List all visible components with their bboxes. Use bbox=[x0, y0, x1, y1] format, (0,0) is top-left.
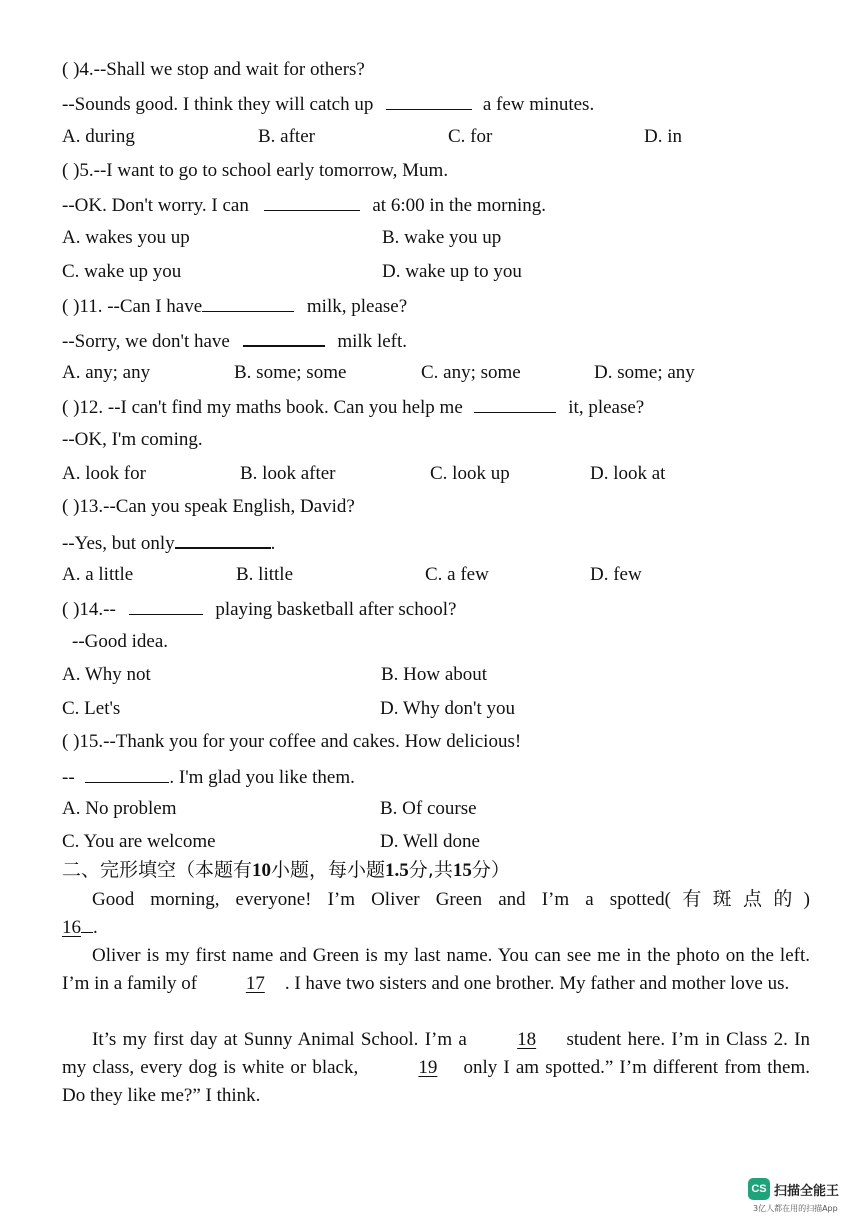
q4-reply bbox=[62, 91, 594, 117]
q5-option-c: C. wake up you bbox=[62, 261, 182, 282]
q12-answer-blank[interactable] bbox=[474, 394, 556, 413]
q5-answer-blank[interactable] bbox=[264, 192, 360, 211]
q15-answer-blank[interactable] bbox=[85, 764, 169, 783]
q4-reply-text-a: --Sounds good. I think they will catch up bbox=[62, 94, 374, 115]
passage-paragraph-1-line: Good morning, everyone! I’m Oliver Green and I’m a spotted(有斑点的) bbox=[92, 889, 810, 910]
q5-reply-text-b: at 6:00 in the morning. bbox=[372, 195, 546, 216]
q14-option-a: A. Why not bbox=[62, 664, 151, 685]
q13-reply-text-b: . bbox=[270, 533, 276, 554]
q4-option-c: C. for bbox=[448, 126, 493, 147]
q5-reply bbox=[62, 192, 546, 218]
q12-reply: --OK, I'm coming. bbox=[62, 429, 203, 450]
q12-option-a: A. look for bbox=[62, 463, 146, 484]
q13-stem: ( )13.--Can you speak English, David? bbox=[62, 496, 355, 517]
q5-option-d: D. wake up to you bbox=[382, 261, 522, 282]
q12-stem-text-b: it, please? bbox=[568, 397, 645, 418]
q11-option-c: C. any; some bbox=[421, 362, 521, 383]
q4-stem: ( )4.--Shall we stop and wait for others? bbox=[62, 59, 365, 80]
passage-p2-text-b: . I have two sisters and one brother. My father and mother love us. bbox=[284, 973, 790, 994]
q5-option-b: B. wake you up bbox=[382, 227, 502, 248]
q13-reply-text-a: --Yes, but only bbox=[62, 533, 175, 554]
q4-option-b: B. after bbox=[258, 126, 315, 147]
blank-19[interactable]: 19 bbox=[418, 1057, 438, 1078]
blank-17[interactable]: 17 bbox=[245, 973, 265, 994]
q14-option-b: B. How about bbox=[381, 664, 488, 685]
q15-reply-text-b: . I'm glad you like them. bbox=[169, 767, 355, 788]
q14-option-c: C. Let's bbox=[62, 698, 121, 719]
q5-stem: ( )5.--I want to go to school early tomorrow, Mum. bbox=[62, 160, 449, 181]
passage-paragraph-1-blank-line: 16 . bbox=[62, 914, 810, 942]
q12-stem bbox=[62, 394, 644, 420]
passage-p3-text-c: only I am spotted.” I’m different from them. Do they like me?” I think. bbox=[62, 1057, 811, 1106]
passage-p3-text-a: It’s my first day at Sunny Animal School. I’m a bbox=[92, 1029, 467, 1050]
q4-option-d: D. in bbox=[644, 126, 682, 147]
camscanner-badge-icon: CS bbox=[748, 1178, 770, 1200]
section-title-num-3: 15 bbox=[452, 860, 472, 881]
q11-stem-text-a: ( )11. --Can I have bbox=[62, 296, 203, 317]
q13-option-b: B. little bbox=[236, 564, 293, 585]
section-title-text-a: 二、完形填空（本题有 bbox=[62, 859, 253, 881]
q13-option-c: C. a few bbox=[425, 564, 489, 585]
camscanner-name: 扫描全能王 bbox=[774, 1183, 840, 1199]
q4-answer-blank[interactable] bbox=[386, 91, 472, 110]
q11-reply-text-b: milk left. bbox=[337, 331, 408, 352]
section-title-num-2: 1.5 bbox=[385, 860, 409, 881]
q15-option-c: C. You are welcome bbox=[62, 831, 216, 852]
q13-option-d: D. few bbox=[590, 564, 642, 585]
q12-option-b: B. look after bbox=[240, 463, 336, 484]
passage-p3-text-b: student here. I’m in Class 2. In my class, every dog is white or black, bbox=[62, 1029, 811, 1078]
q11-stem bbox=[62, 293, 407, 319]
q14-option-d: D. Why don't you bbox=[380, 698, 516, 719]
q13-reply bbox=[62, 529, 275, 556]
passage-paragraph-3 bbox=[62, 1026, 810, 1110]
q15-reply bbox=[62, 764, 355, 790]
q11-answer-blank-2[interactable] bbox=[243, 327, 325, 347]
section-title-text-c: 分,共 bbox=[408, 859, 453, 881]
blank-16[interactable]: 16 bbox=[62, 917, 81, 938]
passage-p2-text-a: Oliver is my first name and Green is my last name. You can see me in the photo on the left. I’m in a family of bbox=[62, 945, 810, 994]
q14-stem-text-b: playing basketball after school? bbox=[215, 599, 457, 620]
q11-answer-blank-1[interactable] bbox=[202, 293, 294, 312]
blank-16-underline bbox=[81, 931, 93, 933]
q14-stem-text-a: ( )14.-- bbox=[62, 599, 116, 620]
q11-option-a: A. any; any bbox=[62, 362, 151, 383]
q15-stem: ( )15.--Thank you for your coffee and cakes. How delicious! bbox=[62, 731, 522, 752]
q14-reply: --Good idea. bbox=[72, 631, 169, 652]
q12-option-c: C. look up bbox=[430, 463, 510, 484]
q14-stem bbox=[62, 596, 456, 622]
q12-option-d: D. look at bbox=[590, 463, 666, 484]
camscanner-logo bbox=[748, 1178, 839, 1200]
passage-paragraph-2 bbox=[62, 942, 810, 998]
camscanner-tagline: 3亿人都在用的扫描App bbox=[753, 1204, 838, 1213]
q11-stem-text-b: milk, please? bbox=[306, 296, 408, 317]
section-title-text-b: 小题，每小题 bbox=[271, 859, 386, 881]
q15-option-a: A. No problem bbox=[62, 798, 177, 819]
q5-reply-text-a: --OK. Don't worry. I can bbox=[62, 195, 249, 216]
q11-option-d: D. some; any bbox=[594, 362, 695, 383]
q14-answer-blank[interactable] bbox=[129, 596, 203, 615]
section-title-text-d: 分） bbox=[471, 859, 510, 881]
q13-option-a: A. a little bbox=[62, 564, 134, 585]
q15-option-d: D. Well done bbox=[380, 831, 480, 852]
blank-18[interactable]: 18 bbox=[517, 1029, 537, 1050]
q13-answer-blank[interactable] bbox=[175, 529, 271, 549]
q12-stem-text-a: ( )12. --I can't find my maths book. Can you help me bbox=[62, 397, 463, 418]
q15-option-b: B. Of course bbox=[380, 798, 477, 819]
q11-reply-text-a: --Sorry, we don't have bbox=[62, 331, 230, 352]
section-title-num-1: 10 bbox=[252, 860, 272, 881]
q15-reply-text-a: -- bbox=[62, 767, 75, 788]
q11-reply bbox=[62, 327, 407, 354]
q4-reply-text-b: a few minutes. bbox=[482, 94, 595, 115]
q5-option-a: A. wakes you up bbox=[62, 227, 190, 248]
q4-option-a: A. during bbox=[62, 126, 135, 147]
section-title bbox=[62, 858, 510, 883]
q11-option-b: B. some; some bbox=[234, 362, 347, 383]
